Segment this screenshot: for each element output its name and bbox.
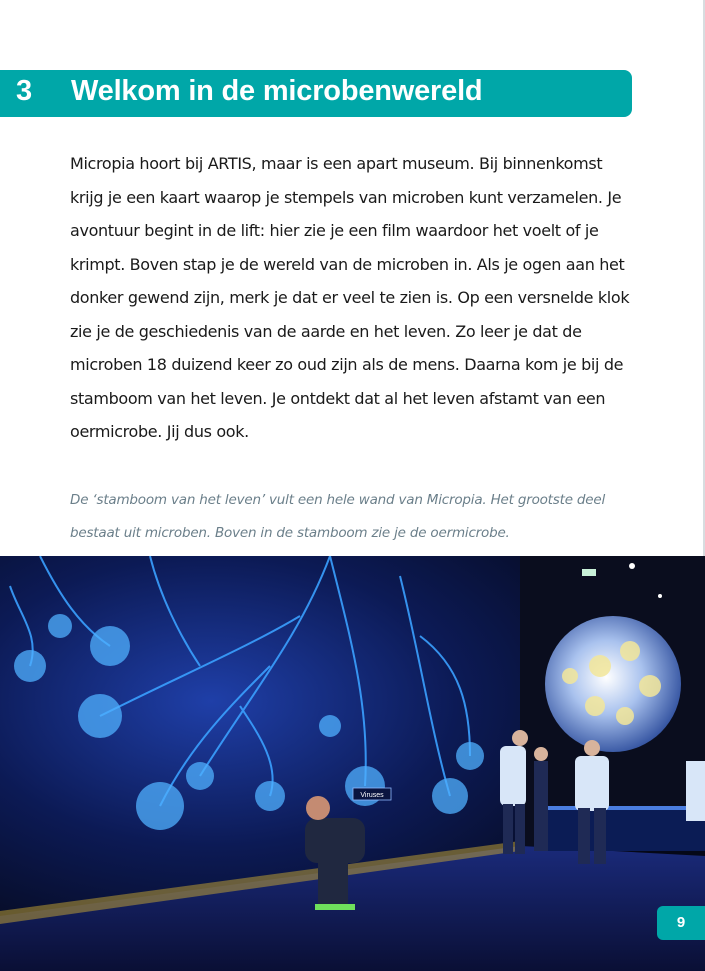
chapter-title: Welkom in de microbenwereld xyxy=(71,75,483,107)
chapter-number: 3 xyxy=(16,75,33,107)
page-number: 9 xyxy=(657,906,705,940)
viruses-sign: Viruses xyxy=(360,792,384,799)
photo-caption: De ‘stamboom van het leven’ vult een hele wand van Micropia. Het grootste deel bestaat uit microben. Boven in de stamboom zie je de oermicrobe. xyxy=(70,492,606,541)
chapter-header xyxy=(0,70,632,117)
body-paragraph: Micropia hoort bij ARTIS, maar is een apart museum. Bij binnenkomst krijg je een kaart waarop je stempels van microben kunt verzamelen. Je avontuur begint in de lift: hier zie je een film waardoor het voelt of je krimpt. Boven stap je de wereld van de microben in. Als je ogen aan het donker gewend zijn, merk je dat er veel te zien is. Op een versnelde klok zie je de geschiedenis van de aarde en het leven. Zo leer je dat de microben 18 duizend keer zo oud zijn als de mens. Daarna kom je bij de stamboom van het leven. Je ontdekt dat al het leven afstamt van een oermicrobe. Jij dus ook. xyxy=(70,154,630,441)
museum-photo xyxy=(0,556,705,971)
